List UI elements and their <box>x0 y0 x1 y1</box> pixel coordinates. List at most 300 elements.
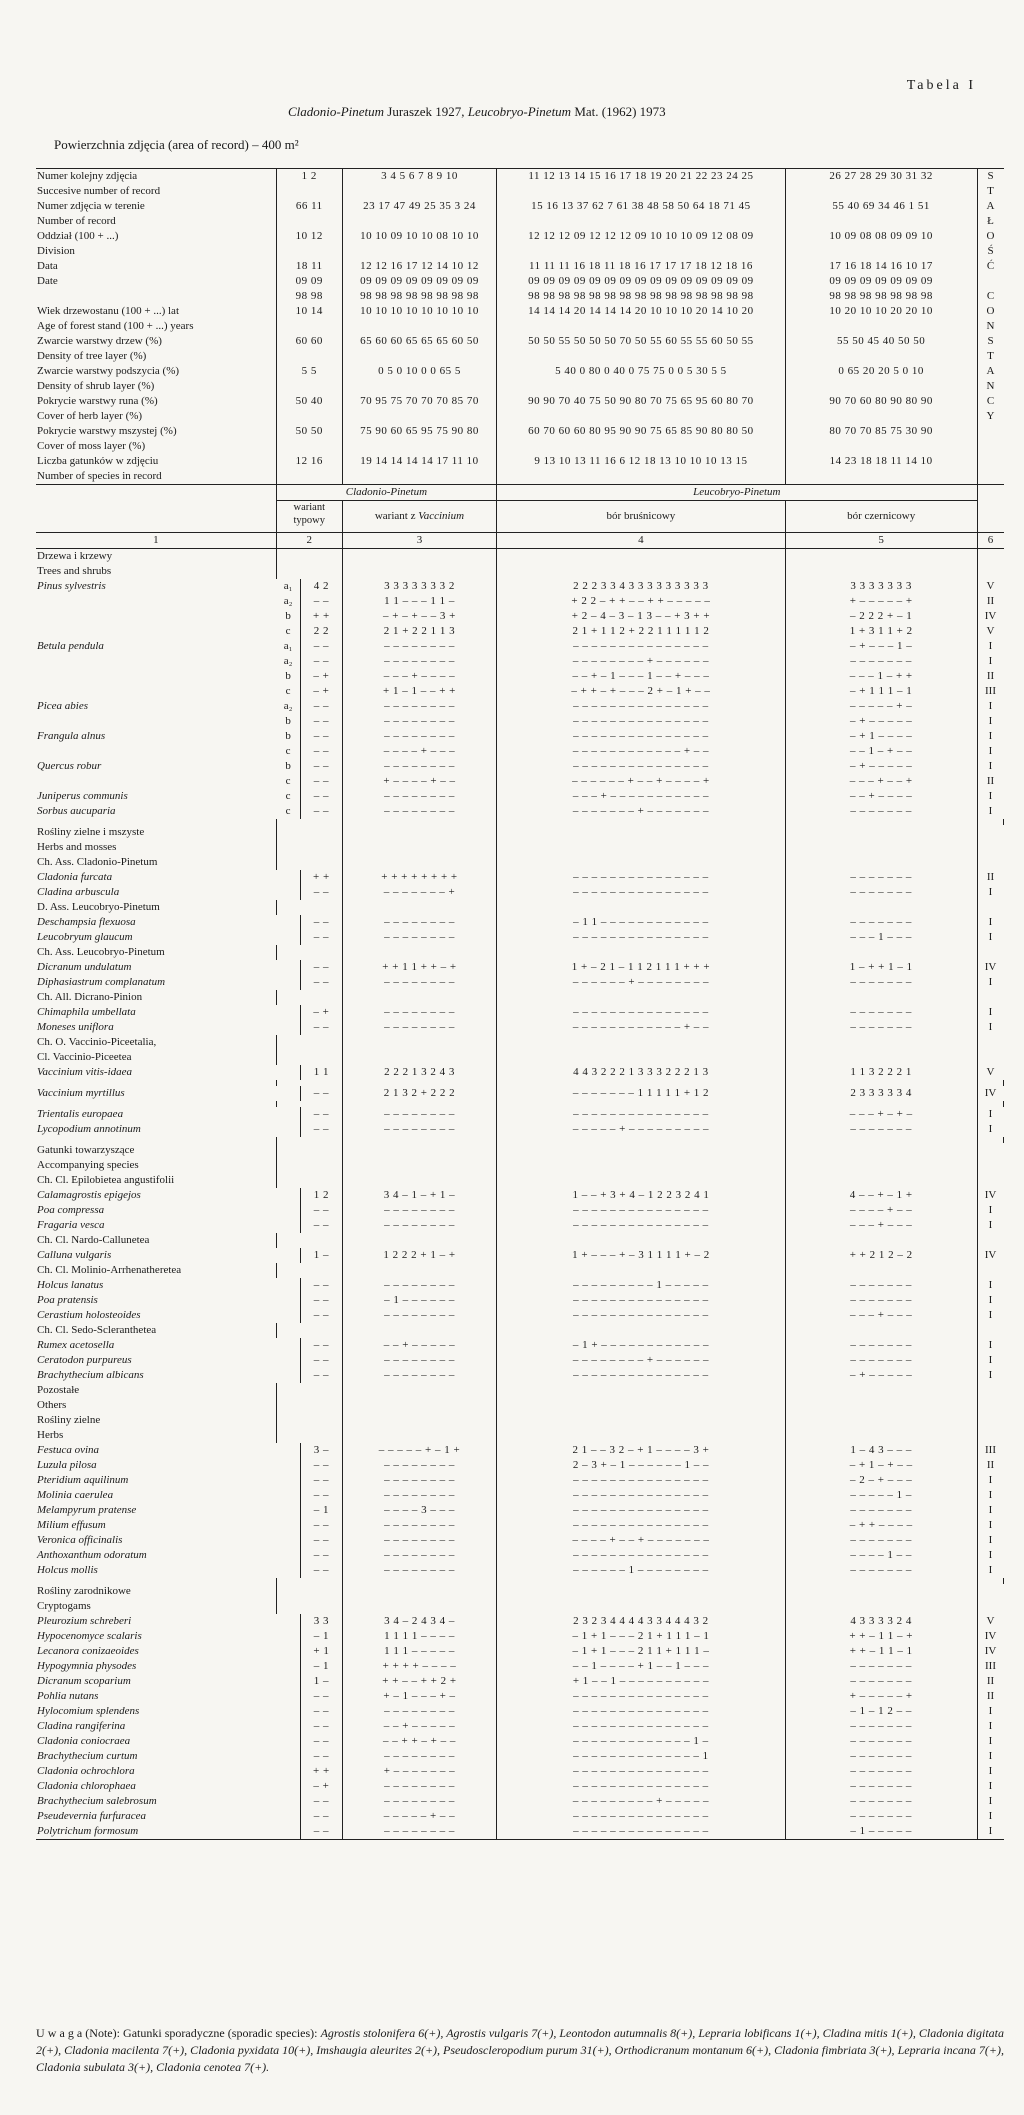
group3-values: 9 13 10 13 11 16 6 12 18 13 10 10 10 13 15 <box>497 454 786 469</box>
layer-code: a₁ <box>276 639 300 654</box>
group3-values: 2 – 3 + – 1 – – – – – – 1 – – <box>497 1458 786 1473</box>
section-heading: Ch. Cl. Molinio-Arrhenatheretea <box>36 1263 276 1278</box>
species-row <box>36 639 1004 654</box>
group2-values: + – – – – + – – <box>342 774 496 789</box>
group4-values: – – + – – – – <box>785 789 977 804</box>
constancy-class: I <box>988 1006 993 1018</box>
empty-cell <box>785 840 977 855</box>
layer-code <box>276 1533 300 1548</box>
group1-values: 2 2 <box>300 624 342 639</box>
layer-code <box>276 1473 300 1488</box>
layer-code <box>276 1368 300 1383</box>
group3-values: 2 2 2 3 3 4 3 3 3 3 3 3 3 3 3 <box>497 579 786 594</box>
group2-values: – – – – – – – – <box>342 1794 496 1809</box>
empty-cell <box>977 900 1003 915</box>
constancy-class: I <box>988 1339 993 1351</box>
group3-values: – – – – – – – – – – – – – – – <box>497 1488 786 1503</box>
layer-code <box>276 870 300 885</box>
group1-values: – – <box>300 1488 342 1503</box>
group2-values: – – + – – – – – <box>342 1338 496 1353</box>
section-heading: Accompanying species <box>36 1158 276 1173</box>
constancy-class: I <box>977 1824 1003 1840</box>
species-row <box>36 789 1004 804</box>
layer-code <box>276 1308 300 1323</box>
plot-row-label: Date <box>36 274 276 289</box>
empty-cell <box>276 825 342 840</box>
species-row <box>36 729 1004 744</box>
empty-cell <box>977 564 1003 579</box>
plot-row-label: Number of record <box>36 214 276 229</box>
species-row <box>36 1764 1004 1779</box>
group2-values <box>342 184 496 199</box>
group3-values: – – – – + – – + – – – – – – – <box>497 1533 786 1548</box>
constancy-class: II <box>986 871 995 883</box>
empty-cell <box>497 1323 786 1338</box>
plot-row-label: Age of forest stand (100 + ...) years <box>36 319 276 334</box>
group4-values: – – – – – – – <box>785 1809 977 1824</box>
species-row <box>36 1734 1004 1749</box>
empty-cell <box>785 564 977 579</box>
plot-row <box>36 439 1004 454</box>
constancy-class: I <box>988 1354 993 1366</box>
species-name: Picea abies <box>37 700 89 712</box>
layer-code: c <box>276 804 300 819</box>
group-header-row <box>36 485 1004 501</box>
empty-cell <box>977 1398 1003 1413</box>
empty-cell <box>977 825 1003 840</box>
empty-cell <box>342 1050 496 1065</box>
group2-values: 3 4 5 6 7 8 9 10 <box>342 169 496 185</box>
group3-values: – – – – – – – – – 1 – – – – – <box>497 1278 786 1293</box>
group3-values: – – – – – – – – – – – – – – – <box>497 759 786 774</box>
group1-values: – – <box>300 654 342 669</box>
group4-values <box>785 184 977 199</box>
species-name: Deschampsia flexuosa <box>37 916 136 928</box>
layer-code <box>276 1629 300 1644</box>
empty-cell <box>497 1233 786 1248</box>
constancy-class: I <box>988 805 993 817</box>
empty-cell <box>276 1323 342 1338</box>
constancy-class: I <box>988 1474 993 1486</box>
layer-code <box>276 885 300 900</box>
empty-cell <box>497 855 786 870</box>
constancy-letter <box>977 469 1003 485</box>
section-heading-row <box>36 1428 1004 1443</box>
empty-cell <box>276 1233 342 1248</box>
species-row <box>36 759 1004 774</box>
group2-values: – – – – – – – – <box>342 714 496 729</box>
species-name: Sorbus aucuparia <box>37 805 116 817</box>
species-name: Vaccinium vitis-idaea <box>37 1066 133 1078</box>
constancy-class: I <box>988 730 993 742</box>
group4-values: + + – 1 1 – + <box>785 1629 977 1644</box>
empty-cell <box>785 1428 977 1443</box>
header-blank-end <box>977 501 1003 533</box>
group4-values: 1 – + + 1 – 1 <box>785 960 977 975</box>
constancy-class: III <box>985 1660 996 1672</box>
group2-values: – – – – – – – – <box>342 1308 496 1323</box>
wariant-vacc-genus: Vaccinium <box>418 510 465 522</box>
group4-values: – – – – – – – <box>785 1779 977 1794</box>
constancy-class: I <box>988 1795 993 1807</box>
species-name: Poa compressa <box>37 1204 105 1216</box>
species-row <box>36 1293 1004 1308</box>
group4-values: – – – – – – – <box>785 1749 977 1764</box>
group2-values: – – + – – – – – <box>342 1719 496 1734</box>
group3-values: – – – – – – – – – – – – – – – <box>497 1005 786 1020</box>
layer-code <box>276 1704 300 1719</box>
group4-values: – + 1 1 1 – 1 <box>785 684 977 699</box>
layer-code: b <box>276 729 300 744</box>
group2-values: 10 10 09 10 10 08 10 10 <box>342 229 496 244</box>
species-row <box>36 1488 1004 1503</box>
species-name: Cerastium holosteoides <box>37 1309 141 1321</box>
empty-cell <box>342 1413 496 1428</box>
group3-values: – – – – – – – – – – – – – – – <box>497 639 786 654</box>
group4-values: 17 16 18 14 16 10 17 <box>785 259 977 274</box>
empty-cell <box>497 840 786 855</box>
species-row <box>36 1248 1004 1263</box>
group3-values: – – – – – – + – – – – – – – – <box>497 975 786 990</box>
title-leucobryo: Leucobryo-Pinetum <box>467 104 572 119</box>
group1-values: 3 – <box>300 1443 342 1458</box>
empty-cell <box>342 900 496 915</box>
group2-values <box>342 409 496 424</box>
group3-values: – 1 1 – – – – – – – – – – – – <box>497 915 786 930</box>
constancy-letter: A <box>986 365 995 377</box>
group2-values: 2 1 3 2 + 2 2 2 <box>342 1086 496 1101</box>
group3-values: 4 4 3 2 2 2 1 3 3 3 2 2 2 1 3 <box>497 1065 786 1080</box>
group3-values: – – – – – – – – – – – – – – – <box>497 1473 786 1488</box>
empty-cell <box>342 1263 496 1278</box>
group1-values: + + <box>300 609 342 624</box>
group4-values: – – – – – – – <box>785 1794 977 1809</box>
empty-cell <box>276 1158 342 1173</box>
group2-values: 70 95 75 70 70 70 85 70 <box>342 394 496 409</box>
empty-cell <box>276 900 342 915</box>
group3-values: 09 09 09 09 09 09 09 09 09 09 09 09 09 09 09 <box>497 274 786 289</box>
page-header <box>0 0 1024 170</box>
group4-values: 10 20 10 10 20 20 10 <box>785 304 977 319</box>
group3-values <box>497 244 786 259</box>
species-name: Dicranum scoparium <box>37 1675 131 1687</box>
empty-cell <box>785 549 977 565</box>
constancy-class: V <box>986 1066 995 1078</box>
empty-cell <box>977 1158 1003 1173</box>
group2-values: – – – – – – – – <box>342 1563 496 1578</box>
species-name: Melampyrum pratense <box>37 1504 137 1516</box>
empty-cell <box>342 855 496 870</box>
group2-values: – – – – – – – – <box>342 1473 496 1488</box>
layer-code <box>276 1563 300 1578</box>
empty-cell <box>785 990 977 1005</box>
section-heading: Rośliny zielne <box>36 1413 276 1428</box>
species-name <box>36 714 276 729</box>
group4-values: 4 – – + – 1 + <box>785 1188 977 1203</box>
layer-code <box>276 930 300 945</box>
species-row <box>36 1218 1004 1233</box>
group3-values: 98 98 98 98 98 98 98 98 98 98 98 98 98 98 98 <box>497 289 786 304</box>
species-name <box>36 744 276 759</box>
section-heading-row <box>36 1233 1004 1248</box>
species-row <box>36 1548 1004 1563</box>
constancy-class: I <box>988 1123 993 1135</box>
group3-values: – – – – – – – – – – – – + – – <box>497 1020 786 1035</box>
group2-values: – – – – – – – – <box>342 1749 496 1764</box>
group4-values: – – – – + – – <box>785 1203 977 1218</box>
plot-row-label: Cover of moss layer (%) <box>36 439 276 454</box>
constancy-class: I <box>988 790 993 802</box>
record-area: Powierzchnia zdjęcia (area of record) – 400 m² <box>54 137 299 152</box>
group1-values: – – <box>300 1563 342 1578</box>
plot-row <box>36 319 1004 334</box>
group1-values: – – <box>300 789 342 804</box>
group4-values: – + 1 – – – – <box>785 729 977 744</box>
species-row <box>36 654 1004 669</box>
layer-code: c <box>276 774 300 789</box>
group2-values: – – – – – – – – <box>342 1533 496 1548</box>
layer-code <box>276 1248 300 1263</box>
species-row <box>36 1779 1004 1794</box>
empty-cell <box>785 1584 977 1599</box>
col-number-6: 6 <box>977 533 1003 549</box>
constancy-letter: T <box>987 185 994 197</box>
phytosociological-table <box>36 168 1004 1840</box>
species-name: Pseudevernia furfuracea <box>37 1810 147 1822</box>
group4-values: – – – – – – – <box>785 1674 977 1689</box>
species-row <box>36 1122 1004 1137</box>
group2-values: – – – + – – – – <box>342 669 496 684</box>
group4-values: 98 98 98 98 98 98 98 <box>785 289 977 304</box>
plot-row-label: Oddział (100 + ...) <box>36 229 276 244</box>
species-row <box>36 579 1004 594</box>
species-row <box>36 714 1004 729</box>
section-heading: Cryptogams <box>36 1599 276 1614</box>
section-heading-row <box>36 990 1004 1005</box>
layer-code <box>276 1734 300 1749</box>
constancy-class: I <box>988 1705 993 1717</box>
group1-values: + 1 <box>300 1644 342 1659</box>
empty-cell <box>276 945 342 960</box>
group4-values: – – – – – – – <box>785 1503 977 1518</box>
species-name: Luzula pilosa <box>37 1459 97 1471</box>
wariant-vacc-text: wariant z <box>374 510 419 522</box>
empty-cell <box>977 1233 1003 1248</box>
head-bor-czernicowy: bór czernicowy <box>785 501 977 533</box>
constancy-class: I <box>988 1279 993 1291</box>
empty-cell <box>497 1158 786 1173</box>
section-heading-row <box>36 564 1004 579</box>
constancy-class: I <box>988 1564 993 1576</box>
group3-values: – – – – – – – – + – – – – – – <box>497 654 786 669</box>
layer-code <box>276 1020 300 1035</box>
layer-code <box>276 1794 300 1809</box>
species-name <box>36 774 276 789</box>
plot-row <box>36 349 1004 364</box>
group4-values: 80 70 70 85 75 30 90 <box>785 424 977 439</box>
group3-values: – – – – – – – – – – – – – – – <box>497 885 786 900</box>
species-name: Hypogymnia physodes <box>37 1660 137 1672</box>
group1-values <box>276 409 342 424</box>
layer-code <box>276 1107 300 1122</box>
group3-values <box>497 184 786 199</box>
species-row <box>36 1614 1004 1629</box>
group4-values: – + – – – 1 – <box>785 639 977 654</box>
group2-values: 10 10 10 10 10 10 10 10 <box>342 304 496 319</box>
empty-cell <box>977 1143 1003 1158</box>
group1-values: – – <box>300 1548 342 1563</box>
group1-values: – – <box>300 1458 342 1473</box>
group3-values: + 2 2 – + + – – + + – – – – – <box>497 594 786 609</box>
empty-cell <box>342 1233 496 1248</box>
group1-values: + + <box>300 1764 342 1779</box>
group3-values: – – – – – – – – – – – – – – – <box>497 930 786 945</box>
group2-values <box>342 469 496 485</box>
plot-row-label: Numer zdjęcia w terenie <box>36 199 276 214</box>
layer-code <box>276 1779 300 1794</box>
group4-values <box>785 379 977 394</box>
group4-values: – 2 2 2 + – 1 <box>785 609 977 624</box>
constancy-letter: Ć <box>986 260 995 272</box>
group3-values: – – + – 1 – – – 1 – – + – – – <box>497 669 786 684</box>
group3-values: – – – – – – – – – – – – – – – <box>497 870 786 885</box>
header-blank-end <box>977 485 1003 501</box>
section-heading: Ch. Cl. Sedo-Scleranthetea <box>36 1323 276 1338</box>
group3-values: – – – + – – – – – – – – – – – <box>497 789 786 804</box>
group2-values: – – – – – – – – <box>342 1278 496 1293</box>
empty-cell <box>977 1263 1003 1278</box>
col-number-3: 3 <box>342 533 496 549</box>
plot-row <box>36 229 1004 244</box>
plot-row-label: Pokrycie warstwy mszystej (%) <box>36 424 276 439</box>
group4-values <box>785 319 977 334</box>
constancy-class: I <box>988 1021 993 1033</box>
empty-cell <box>276 840 342 855</box>
group1-values: – + <box>300 1005 342 1020</box>
constancy-class: II <box>986 670 995 682</box>
species-row <box>36 1353 1004 1368</box>
species-name: Frangula alnus <box>37 730 106 742</box>
plot-row-label: Density of tree layer (%) <box>36 349 276 364</box>
constancy-class: I <box>988 760 993 772</box>
empty-cell <box>977 549 1003 565</box>
species-name: Betula pendula <box>37 640 104 652</box>
empty-cell <box>977 990 1003 1005</box>
group1-values <box>276 439 342 454</box>
species-name: Leucobryum glaucum <box>37 931 133 943</box>
group1-values: – – <box>300 1533 342 1548</box>
group4-values: – – – – 1 – – <box>785 1548 977 1563</box>
plot-row-label: Pokrycie warstwy runa (%) <box>36 394 276 409</box>
group4-values: – – – – – – – <box>785 1353 977 1368</box>
constancy-letter <box>977 439 1003 454</box>
group4-values: – – – + – + – <box>785 1107 977 1122</box>
species-row <box>36 669 1004 684</box>
group4-values: 55 50 45 40 50 50 <box>785 334 977 349</box>
group1-values: – – <box>300 1734 342 1749</box>
group1-values: – – <box>300 1278 342 1293</box>
group2-values: 75 90 60 65 95 75 90 80 <box>342 424 496 439</box>
species-row <box>36 1629 1004 1644</box>
group4-values <box>785 439 977 454</box>
group1-values: 1 1 <box>300 1065 342 1080</box>
empty-cell <box>276 564 342 579</box>
constancy-class: I <box>988 1780 993 1792</box>
constancy-letter: S <box>977 169 1003 185</box>
plot-row <box>36 379 1004 394</box>
species-row <box>36 975 1004 990</box>
plot-row-label: Numer kolejny zdjęcia <box>36 169 276 185</box>
group2-values <box>342 214 496 229</box>
group4-values: – + – – – – – <box>785 714 977 729</box>
species-row <box>36 1368 1004 1383</box>
empty-cell <box>342 1428 496 1443</box>
plot-row-label: Cover of herb layer (%) <box>36 409 276 424</box>
group2-values: – – – – – – – – <box>342 789 496 804</box>
head-wariant-vaccinium <box>342 501 496 533</box>
species-row <box>36 1338 1004 1353</box>
species-name <box>36 654 276 669</box>
species-name: Pohlia nutans <box>37 1690 99 1702</box>
layer-code <box>276 1749 300 1764</box>
constancy-class: I <box>988 1519 993 1531</box>
section-heading-row <box>36 825 1004 840</box>
species-name: Brachythecium albicans <box>37 1369 144 1381</box>
constancy-letter: O <box>986 305 995 317</box>
species-name: Cladina rangiferina <box>37 1720 126 1732</box>
species-name: Holcus mollis <box>37 1564 98 1576</box>
empty-cell <box>342 1323 496 1338</box>
empty-cell <box>497 825 786 840</box>
species-name: Juniperus communis <box>37 790 128 802</box>
empty-cell <box>276 1143 342 1158</box>
group2-values: 2 2 2 1 3 2 4 3 <box>342 1065 496 1080</box>
empty-cell <box>785 1383 977 1398</box>
layer-code: a₂ <box>276 654 300 669</box>
species-name <box>36 609 276 624</box>
head-wariant-typowy: wariant typowy <box>276 501 342 533</box>
species-row <box>36 1794 1004 1809</box>
group3-values: – – – – – – – – – – – – – – – <box>497 1779 786 1794</box>
species-row <box>36 1518 1004 1533</box>
constancy-class: IV <box>984 1087 997 1099</box>
layer-code <box>276 975 300 990</box>
group3-values: – – – – – – – – – – – – – – – <box>497 1704 786 1719</box>
layer-code: b <box>276 714 300 729</box>
section-heading: Ch. Ass. Cladonio-Pinetum <box>36 855 276 870</box>
section-heading: D. Ass. Leucobryo-Pinetum <box>36 900 276 915</box>
empty-cell <box>785 855 977 870</box>
group1-values: – – <box>300 885 342 900</box>
species-name: Pleurozium schreberi <box>37 1615 132 1627</box>
constancy-letter <box>977 424 1003 439</box>
constancy-letter: Ś <box>987 245 994 257</box>
group1-values: – 1 <box>300 1503 342 1518</box>
group3-values: – + + – + – – – 2 + – 1 + – – <box>497 684 786 699</box>
group2-values: – – – – – – – – <box>342 975 496 990</box>
constancy-class: I <box>988 1309 993 1321</box>
empty-cell <box>497 1263 786 1278</box>
constancy-letter: S <box>987 335 994 347</box>
species-name: Hylocomium splendens <box>37 1705 140 1717</box>
group3-values: – – – – – + – – – – – – – – – <box>497 1122 786 1137</box>
plot-row-label: Division <box>36 244 276 259</box>
constancy-class: I <box>988 1489 993 1501</box>
group4-values: – – – + – – – <box>785 1218 977 1233</box>
group3-values: – – – – – – – – – – – – – – – <box>497 1368 786 1383</box>
plot-row-label: Liczba gatunków w zdjęciu <box>36 454 276 469</box>
constancy-class: I <box>988 1765 993 1777</box>
